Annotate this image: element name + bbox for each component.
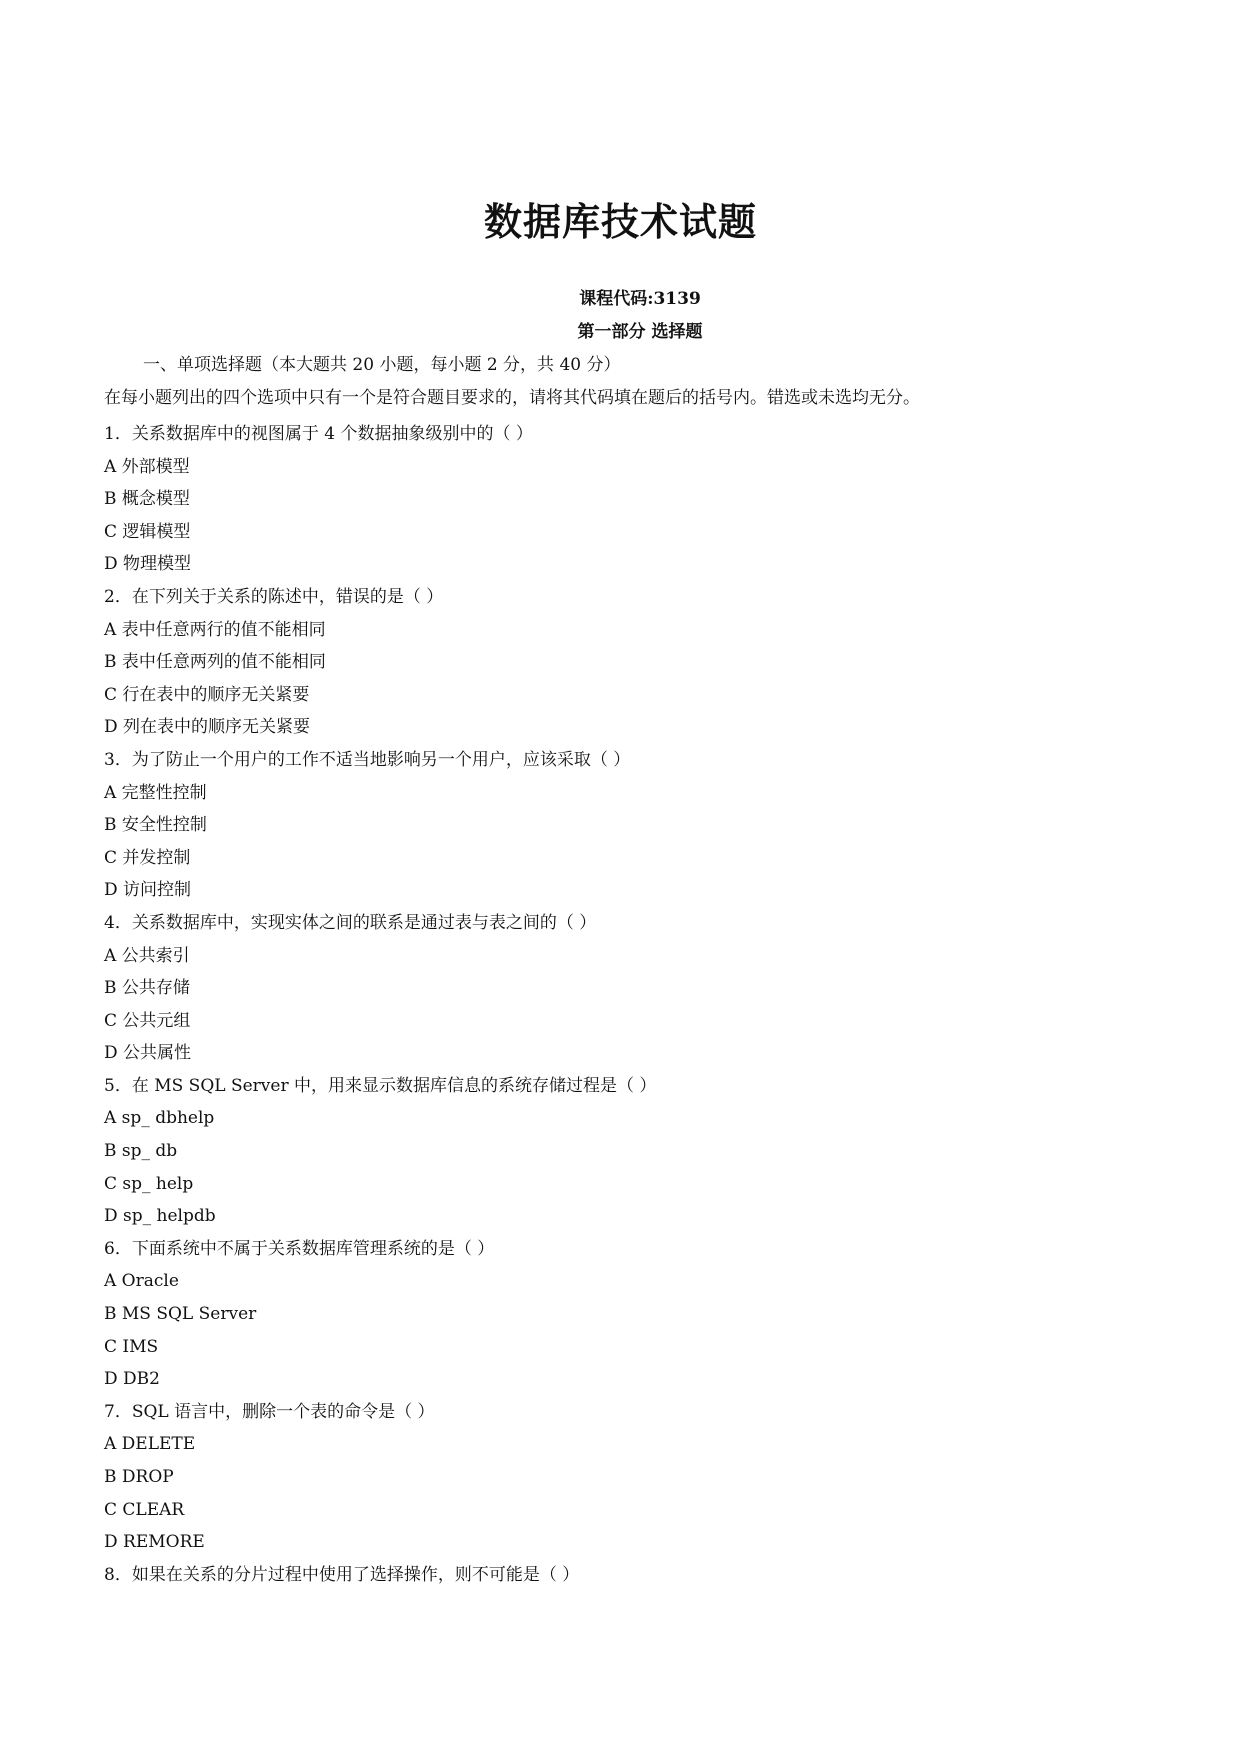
question-stem: 5．在 MS SQL Server 中，用来显示数据库信息的系统存储过程是（ ）: [104, 1075, 657, 1096]
answer-option: A sp_ dbhelp: [104, 1108, 215, 1129]
answer-option: B 公共存储: [104, 978, 190, 999]
answer-option: A Oracle: [104, 1271, 179, 1292]
answer-option: C CLEAR: [104, 1499, 185, 1520]
answer-option: D 列在表中的顺序无关紧要: [104, 717, 311, 738]
question-stem: 3．为了防止一个用户的工作不适当地影响另一个用户，应该采取（ ）: [104, 749, 631, 770]
answer-option: A 表中任意两行的值不能相同: [104, 619, 326, 640]
answer-option: B MS SQL Server: [104, 1304, 257, 1325]
answer-option: A 外部模型: [104, 456, 190, 477]
question-stem: 6．下面系统中不属于关系数据库管理系统的是（ ）: [104, 1238, 495, 1259]
answer-option: D 物理模型: [104, 554, 192, 575]
answer-option: B 表中任意两列的值不能相同: [104, 652, 326, 673]
answer-option: C 并发控制: [104, 847, 191, 868]
answer-option: D REMORE: [104, 1532, 205, 1553]
instructions: 在每小题列出的四个选项中只有一个是符合题目要求的，请将其代码填在题后的括号内。错选或未选均无分。: [104, 388, 920, 408]
question-stem: 8．如果在关系的分片过程中使用了选择操作，则不可能是（ ）: [104, 1564, 580, 1585]
part-title: 第一部分 选择题: [577, 322, 703, 342]
answer-option: B 安全性控制: [104, 815, 207, 836]
question-stem: 7．SQL 语言中，删除一个表的命令是（ ）: [104, 1401, 435, 1422]
answer-option: A 完整性控制: [104, 782, 207, 803]
question-stem: 2．在下列关于关系的陈述中，错误的是（ ）: [104, 586, 444, 607]
answer-option: B DROP: [104, 1467, 174, 1487]
answer-option: C 行在表中的顺序无关紧要: [104, 684, 310, 705]
answer-option: A 公共索引: [104, 945, 190, 966]
answer-option: C sp_ help: [104, 1173, 194, 1194]
answer-option: C 公共元组: [104, 1010, 191, 1031]
answer-option: D 访问控制: [104, 880, 192, 901]
answer-option: D DB2: [104, 1369, 160, 1390]
answer-option: D sp_ helpdb: [104, 1206, 216, 1227]
section-header: 一、单项选择题（本大题共 20 小题，每小题 2 分，共 40 分）: [143, 355, 621, 375]
answer-option: B sp_ db: [104, 1141, 178, 1162]
question-stem: 1．关系数据库中的视图属于 4 个数据抽象级别中的（ ）: [104, 424, 533, 444]
document-title: 数据库技术试题: [483, 199, 757, 244]
question-list: [104, 418, 1154, 1591]
answer-option: C 逻辑模型: [104, 521, 191, 542]
answer-option: B 概念模型: [104, 489, 190, 510]
answer-option: C IMS: [104, 1336, 159, 1357]
answer-option: A DELETE: [104, 1434, 196, 1455]
answer-option: D 公共属性: [104, 1043, 192, 1064]
question-stem: 4．关系数据库中，实现实体之间的联系是通过表与表之间的（ ）: [104, 912, 597, 933]
course-code: 课程代码:3139: [579, 289, 701, 309]
